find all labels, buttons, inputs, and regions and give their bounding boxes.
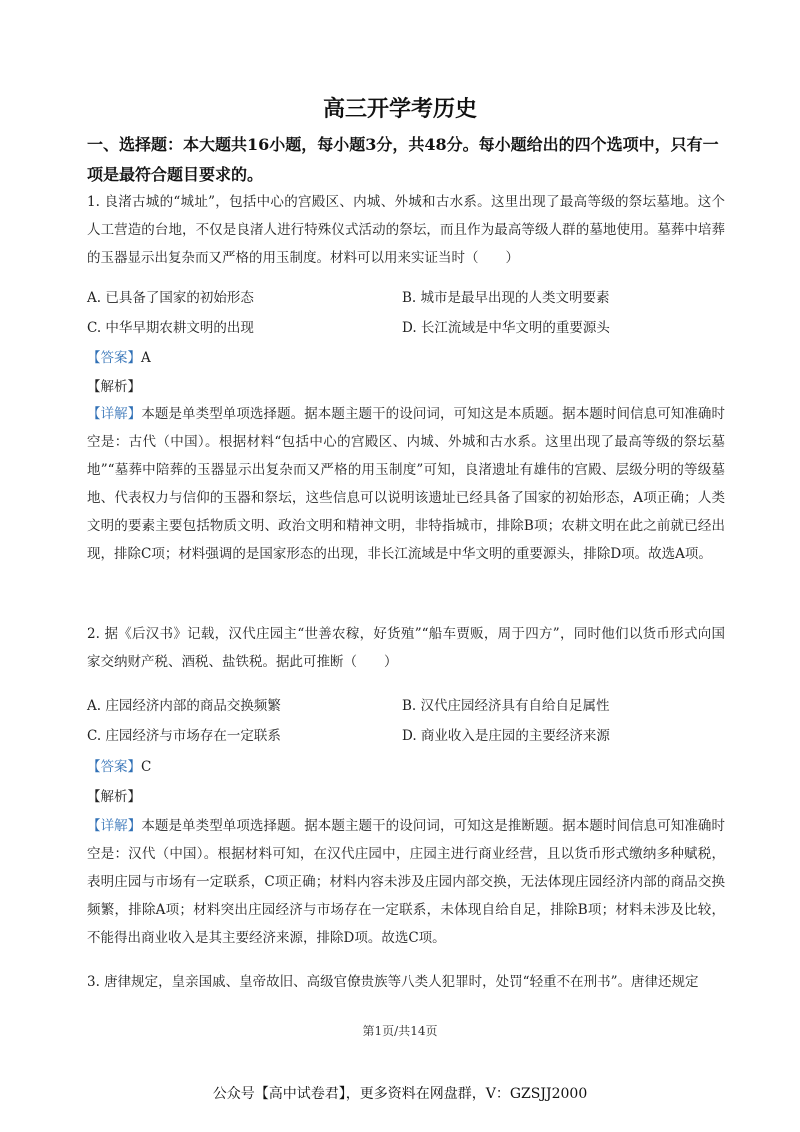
question-2-answer — [87, 757, 151, 777]
question-1-detail — [87, 400, 725, 568]
question-2-option-c: C. 庄园经济与市场存在一定联系 — [87, 728, 281, 744]
section-heading: 一、选择题：本大题共16小题，每小题3分，共48分。每小题给出的四个选项中，只有一项是最符合题目要求的。 — [87, 135, 719, 184]
answer-tag: 【答案】 — [87, 759, 141, 775]
answer-tag: 【答案】 — [87, 350, 141, 366]
detail-text: 本题是单类型单项选择题。据本题主题干的设问词，可知这是推断题。据本题时间信息可知准确时空是：汉代（中国）。根据材料可知，在汉代庄园中，庄园主进行商业经营，且以货币形式缴纳多种赋税，表明庄园与市场有一定联系，C项正确；材料内容未涉及庄园内部交换，无法体现庄园经济内部的商品交换频繁，排除A项；材料突出庄园经济与市场存在一定联系，未体现自给自足，排除B项；材料未涉及比较，不能得出商业收入是其主要经济来源，排除D项。故选C项。 — [87, 818, 726, 946]
question-1-option-c: C. 中华早期农耕文明的出现 — [87, 320, 254, 336]
question-2-option-b: B. 汉代庄园经济具有自给自足属性 — [402, 698, 610, 714]
question-2-stem: 2. 据《后汉书》记载，汉代庄园主“世善农稼，好货殖”“船车贾贩，周于四方”，同时他们以货币形式向国家交纳财产税、酒税、盐铁税。据此可推断（ ） — [87, 626, 725, 670]
question-1-option-a: A. 已具备了国家的初始形态 — [87, 290, 254, 306]
question-1-option-b: B. 城市是最早出现的人类文明要素 — [402, 290, 610, 306]
page-number: 第1页/共14页 — [362, 1024, 438, 1038]
detail-tag: 【详解】 — [87, 818, 142, 834]
page-title: 高三开学考历史 — [322, 96, 477, 122]
question-2-option-a: A. 庄园经济内部的商品交换频繁 — [87, 698, 281, 714]
question-1-option-d: D. 长江流域是中华文明的重要源头 — [402, 320, 610, 336]
question-2-option-d: D. 商业收入是庄园的主要经济来源 — [402, 728, 610, 744]
question-2-analysis-tag: 【解析】 — [87, 789, 141, 805]
question-2-detail — [87, 812, 725, 952]
answer-value: C — [141, 759, 152, 775]
watermark-text: 公众号【高中试卷君】，更多资料在网盘群，V：GZSJJ2000 — [212, 1086, 588, 1102]
question-1-answer — [87, 348, 151, 368]
question-3-stem: 3. 唐律规定，皇亲国戚、皇帝故旧、高级官僚贵族等八类人犯罪时，处罚“轻重不在刑书”。唐律还规定 — [87, 974, 699, 990]
detail-text: 本题是单类型单项选择题。据本题主题干的设问词，可知这是本质题。据本题时间信息可知准确时空是：古代（中国）。根据材料“包括中心的宫殿区、内城、外城和古水系。这里出现了最高等级的祭坛墓地”“墓葬中陪葬的玉器显示出复杂而又严格的用玉制度”可知，良渚遗址有雄伟的宫殿、层级分明的等级墓地、代表权力与信仰的玉器和祭坛，这些信息可以说明该遗址已经具备了国家的初始形态，A项正确；人类文明的要素主要包括物质文明、政治文明和精神文明，非特指城市，排除B项；农耕文明在此之前就已经出现，排除C项；材料强调的是国家形态的出现，非长江流域是中华文明的重要源头，排除D项。故选A项。 — [87, 406, 726, 562]
question-1-stem: 1. 良渚古城的“城址”，包括中心的宫殿区、内城、外城和古水系。这里出现了最高等级的祭坛墓地。这个人工营造的台地，不仅是良渚人进行特殊仪式活动的祭坛，而且作为最高等级人群的墓地使用。墓葬中培葬的玉器显示出复杂而又严格的用玉制度。材料可以用来实证当时（ ） — [87, 194, 725, 266]
question-1-analysis-tag: 【解析】 — [87, 379, 141, 395]
detail-tag: 【详解】 — [87, 406, 142, 422]
answer-value: A — [141, 350, 151, 366]
